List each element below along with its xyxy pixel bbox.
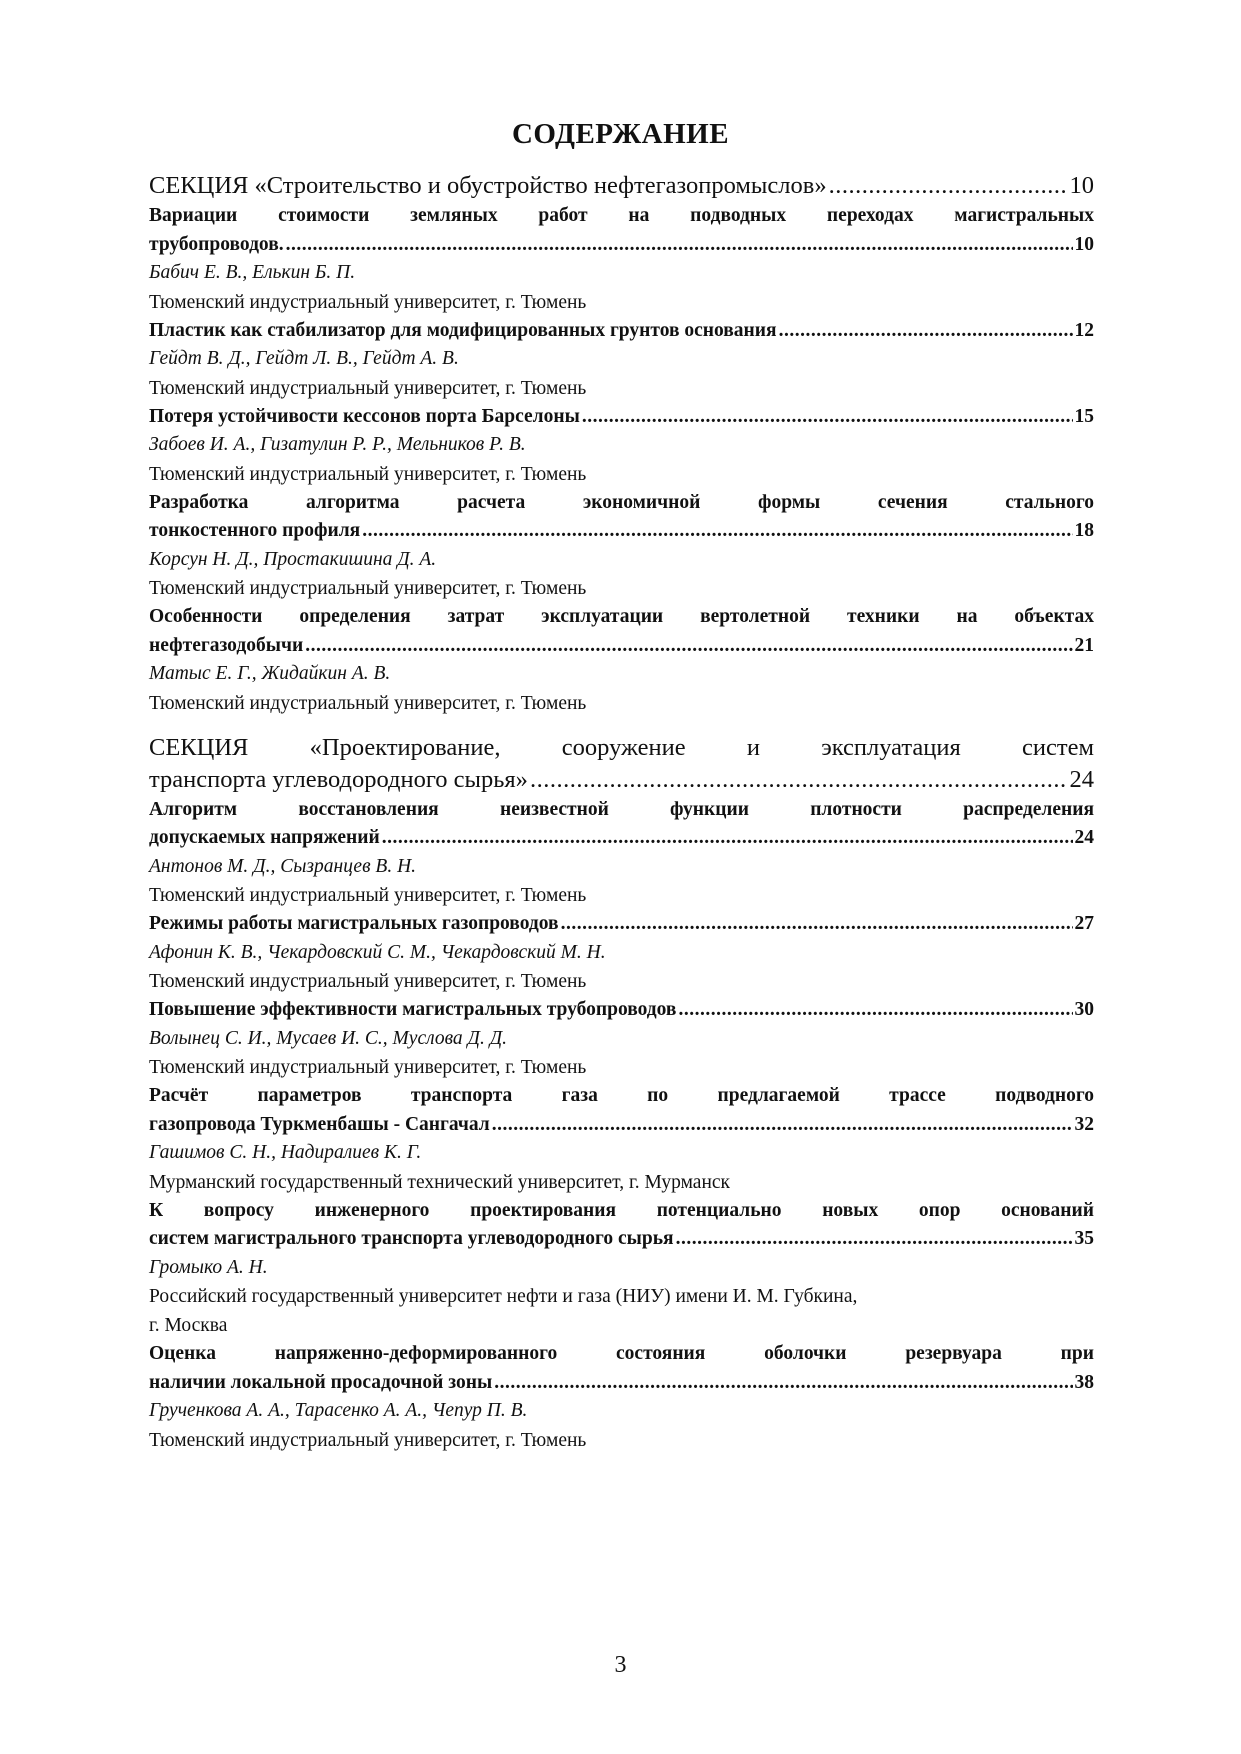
entry-authors: Матыс Е. Г., Жидайкин А. В. <box>149 663 391 684</box>
entry-page-number: 10 <box>1074 233 1094 255</box>
leader-dots <box>286 231 1073 260</box>
entry-title-line: Алгоритм восстановления неизвестной функции плотности распределения <box>149 798 1094 820</box>
entry-authors: Корсун Н. Д., Простакишина Д. А. <box>149 548 437 570</box>
leader-dots <box>492 1111 1073 1140</box>
section-page-number: 10 <box>1069 172 1094 199</box>
toc-entry[interactable] <box>149 317 1094 403</box>
section-title: СЕКЦИЯ «Проектирование, сооружение и эксплуатация систем <box>149 733 1094 761</box>
entry-affiliation: Тюменский индустриальный университет, г. Тюмень <box>149 377 587 399</box>
entry-authors: Забоев И. А., Гизатулин Р. Р., Мельников Р. В. <box>149 434 526 455</box>
entry-authors: Грученкова А. А., Тарасенко А. А., Чепур П. В. <box>149 1400 528 1421</box>
entry-title-line: Разработка алгоритма расчета экономичной формы сечения стального <box>149 491 1094 513</box>
entry-title-line: Особенности определения затрат эксплуатации вертолетной техники на объектах <box>149 606 1094 627</box>
entry-affiliation: Мурманский государственный технический университет, г. Мурманск <box>149 1171 731 1193</box>
entry-title-lead <box>149 910 1094 939</box>
entry-authors: Гашимов С. Н., Надиралиев К. Г. <box>149 1142 422 1163</box>
entry-title-line: газопровода Туркменбашы - Сангачал <box>149 1113 490 1135</box>
page-title: СОДЕРЖАНИЕ <box>511 118 730 150</box>
entry-title-line: Пластик как стабилизатор для модифицированных грунтов основания <box>149 319 777 341</box>
section-heading[interactable] <box>149 170 1094 202</box>
entry-title-line: нефтегазодобычи <box>149 634 304 656</box>
entry-title-lead <box>149 403 1094 432</box>
entry-page-number: 32 <box>1074 1113 1094 1135</box>
leader-dots <box>829 170 1068 202</box>
entry-title-line: систем магистрального транспорта углеводородного сырья <box>149 1228 674 1249</box>
entry-authors: Гейдт В. Д., Гейдт Л. В., Гейдт А. В. <box>149 348 459 369</box>
table-of-contents <box>149 170 1094 1455</box>
entry-title-lead <box>149 824 1094 853</box>
entry-authors: Афонин К. В., Чекардовский С. М., Чекардовский М. Н. <box>149 941 606 963</box>
entry-page-number: 27 <box>1074 913 1094 934</box>
entry-affiliation: Тюменский индустриальный университет, г. Тюмень <box>149 971 587 992</box>
entry-title-lead <box>149 1369 1094 1398</box>
entry-title-line: Повышение эффективности магистральных трубопроводов <box>149 999 677 1020</box>
leader-dots <box>779 317 1073 346</box>
entry-title-line: тонкостенного профиля <box>149 520 361 541</box>
toc-entry[interactable] <box>149 910 1094 996</box>
entry-title-line: Оценка напряженно-деформированного состояния оболочки резервуара при <box>149 1343 1094 1364</box>
toc-entry[interactable] <box>149 489 1094 604</box>
entry-page-number: 21 <box>1074 634 1094 656</box>
section-title: транспорта углеводородного сырья» <box>149 765 528 793</box>
entry-affiliation: Тюменский индустриальный университет, г. Тюмень <box>149 291 587 313</box>
entry-title-lead <box>149 317 1094 346</box>
leader-dots <box>582 403 1073 432</box>
leader-dots <box>676 1225 1073 1254</box>
entry-affiliation: Тюменский индустриальный университет, г. Тюмень <box>149 1429 587 1451</box>
entry-title-line: трубопроводов. <box>149 233 284 255</box>
entry-page-number: 38 <box>1074 1371 1094 1393</box>
entry-affiliation: Тюменский индустриальный университет, г. Тюмень <box>149 463 587 485</box>
leader-dots <box>494 1369 1072 1398</box>
toc-entry[interactable] <box>149 202 1094 317</box>
entry-page-number: 18 <box>1074 520 1094 541</box>
entry-affiliation: Российский государственный университет нефти и газа (НИУ) имени И. М. Губкина, <box>149 1286 858 1307</box>
entry-affiliation: Тюменский индустриальный университет, г. Тюмень <box>149 885 587 906</box>
entry-title-lead <box>149 996 1094 1025</box>
section-spacer <box>149 718 1094 732</box>
entry-title-line: допускаемых напряжений <box>149 827 380 848</box>
entry-title-lead <box>149 1111 1094 1140</box>
toc-entry[interactable] <box>149 1197 1094 1341</box>
entry-affiliation: Тюменский индустриальный университет, г. Тюмень <box>149 692 587 714</box>
entry-page-number: 35 <box>1074 1228 1094 1249</box>
entry-title-line: К вопросу инженерного проектирования потенциально новых опор оснований <box>149 1199 1094 1221</box>
leader-dots <box>362 517 1072 546</box>
leader-dots <box>678 996 1072 1025</box>
toc-entry[interactable] <box>149 996 1094 1082</box>
toc-entry[interactable] <box>149 403 1094 489</box>
toc-section[interactable] <box>149 732 1094 796</box>
entry-title-line: Вариации стоимости земляных работ на подводных переходах магистральных <box>149 205 1094 226</box>
entry-title-lead <box>149 1225 1094 1254</box>
leader-dots <box>530 764 1068 796</box>
entry-authors: Бабич Е. В., Елькин Б. П. <box>149 262 356 283</box>
entry-title-lead <box>149 517 1094 546</box>
entry-page-number: 24 <box>1074 827 1094 848</box>
entry-affiliation: Тюменский индустриальный университет, г. Тюмень <box>149 578 587 599</box>
leader-dots <box>382 824 1073 853</box>
entry-title-line: Расчёт параметров транспорта газа по предлагаемой трассе подводного <box>149 1085 1094 1106</box>
toc-entry[interactable] <box>149 796 1094 911</box>
entry-authors: Громыко А. Н. <box>149 1256 268 1278</box>
entry-title-line: наличии локальной просадочной зоны <box>149 1371 493 1393</box>
entry-page-number: 30 <box>1074 999 1094 1020</box>
section-title: СЕКЦИЯ «Строительство и обустройство нефтегазопромыслов» <box>149 172 827 199</box>
entry-affiliation: Тюменский индустриальный университет, г. Тюмень <box>149 1057 587 1078</box>
leader-dots <box>305 632 1072 661</box>
entry-page-number: 12 <box>1074 319 1094 341</box>
entry-authors: Антонов М. Д., Сызранцев В. Н. <box>149 855 417 877</box>
toc-entry[interactable] <box>149 1340 1094 1455</box>
entry-authors: Волынец С. И., Мусаев И. С., Муслова Д. Д. <box>149 1027 507 1049</box>
entry-title-line: Режимы работы магистральных газопроводов <box>149 913 559 934</box>
page-number: 3 <box>614 1652 627 1678</box>
toc-entry[interactable] <box>149 603 1094 718</box>
toc-section[interactable] <box>149 170 1094 202</box>
entry-title-lead <box>149 632 1094 661</box>
entry-title-line: Потеря устойчивости кессонов порта Барселоны <box>149 405 580 427</box>
entry-page-number: 15 <box>1074 405 1094 427</box>
section-heading <box>149 764 1094 796</box>
toc-entry[interactable] <box>149 1082 1094 1197</box>
leader-dots <box>561 910 1073 939</box>
entry-affiliation: г. Москва <box>149 1315 228 1336</box>
section-page-number: 24 <box>1069 765 1094 793</box>
entry-title-lead <box>149 231 1094 260</box>
